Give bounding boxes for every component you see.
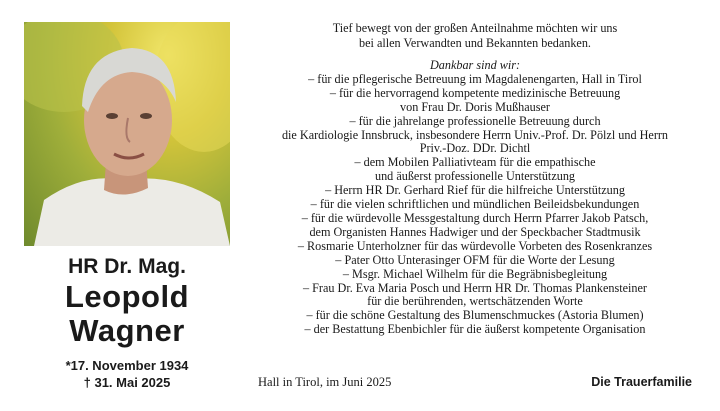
life-dates (24, 357, 230, 391)
academic-title: HR Dr. Mag. (68, 255, 186, 278)
birth-date: *17. November 1934 (65, 358, 189, 373)
thanks-line: für die berührenden, wertschätzenden Worte (367, 294, 583, 309)
dankbar-heading: Dankbar sind wir: (429, 58, 521, 72)
thanks-line: – für die würdevolle Messgestaltung durch Herrn Pfarrer Jakob Patsch, (301, 210, 649, 225)
portrait-photo (24, 22, 230, 246)
thanks-line: – für die hervorragend kompetente medizinische Betreuung (329, 85, 621, 100)
thanks-line: – Herrn HR Dr. Gerhard Rief für die hilfreiche Unterstützung (325, 183, 625, 198)
thanks-line: – für die vielen schriftlichen und mündlichen Beileidsbekundungen (310, 197, 640, 212)
thanks-line: – Frau Dr. Eva Maria Posch und Herrn HR Dr. Thomas Plankensteiner (302, 280, 647, 295)
thanks-line: – für die schöne Gestaltung des Blumenschmuckes (Astoria Blumen) (306, 308, 644, 323)
thanks-line: – dem Mobilen Palliativteam für die empathische (354, 155, 596, 170)
thanks-line: – für die jahrelange professionelle Betreuung durch (349, 113, 601, 128)
thanks-line: – der Bestattung Ebenbichler für die äußerst kompetente Organisation (304, 322, 646, 337)
thanks-line: die Kardiologie Innsbruck, insbesondere Herrn Univ.-Prof. Dr. Pölzl und Herrn (281, 127, 669, 142)
first-name: Leopold (64, 279, 190, 314)
signature: Die Trauerfamilie (591, 375, 692, 389)
thanks-line: – Pater Otto Unterasinger OFM für die Worte der Lesung (335, 252, 615, 267)
intro-line-2: bei allen Verwandten und Bekannten bedanken. (359, 36, 591, 50)
thanks-line: dem Organisten Hannes Hadwiger und der Speckbacher Stadtmusik (309, 224, 641, 239)
intro-line-1: Tief bewegt von der großen Anteilnahme möchten wir uns (332, 21, 618, 35)
thanks-line: – Rosmarie Unterholzner für das würdevolle Vorbeten des Rosenkranzes (297, 238, 653, 253)
death-date: † 31. Mai 2025 (83, 375, 171, 390)
thank-you-text (244, 21, 706, 337)
last-name: Wagner (69, 313, 185, 348)
place-date: Hall in Tirol, im Juni 2025 (258, 375, 392, 389)
thanks-line: und äußerst professionelle Unterstützung (374, 169, 576, 184)
portrait-illustration (24, 22, 230, 246)
thanks-line: Priv.-Doz. DDr. Dichtl (419, 141, 531, 156)
deceased-name-block (24, 254, 230, 348)
thanks-line: von Frau Dr. Doris Mußhauser (400, 99, 550, 114)
thanks-line: – Msgr. Michael Wilhelm für die Begräbnisbegleitung (342, 266, 608, 281)
thanks-line: – für die pflegerische Betreuung im Magdalenengarten, Hall in Tirol (308, 71, 642, 86)
